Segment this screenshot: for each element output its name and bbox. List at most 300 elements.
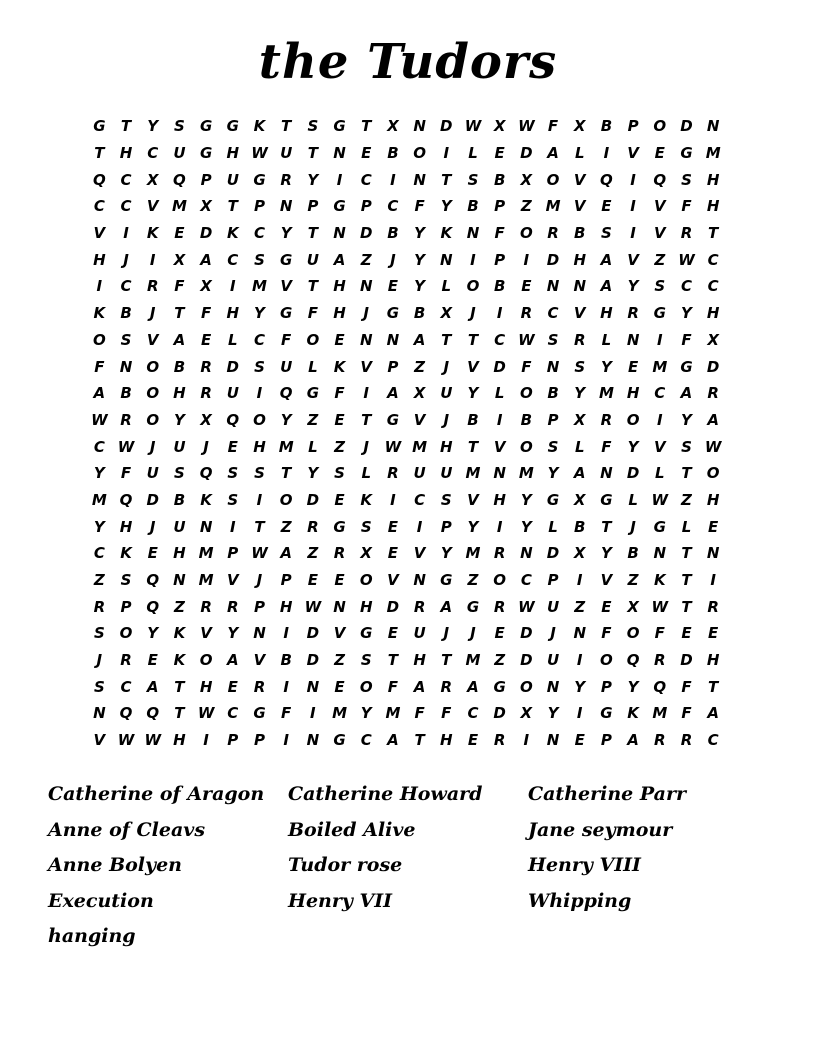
- grid-letter[interactable]: L: [494, 384, 505, 403]
- grid-letter[interactable]: U: [413, 624, 426, 643]
- grid-letter[interactable]: D: [359, 224, 373, 243]
- grid-letter[interactable]: Y: [414, 277, 426, 296]
- grid-letter[interactable]: A: [387, 731, 399, 750]
- grid-letter[interactable]: X: [413, 384, 426, 403]
- grid-letter[interactable]: P: [120, 597, 132, 616]
- grid-letter[interactable]: F: [521, 357, 532, 376]
- grid-letter[interactable]: T: [254, 517, 265, 536]
- grid-letter[interactable]: M: [705, 144, 721, 163]
- grid-letter[interactable]: R: [654, 651, 666, 670]
- grid-letter[interactable]: U: [546, 597, 560, 616]
- grid-letter[interactable]: H: [706, 170, 720, 189]
- grid-letter[interactable]: R: [200, 384, 212, 403]
- grid-letter[interactable]: U: [546, 651, 560, 670]
- grid-letter[interactable]: Q: [199, 464, 213, 483]
- grid-letter[interactable]: E: [147, 544, 158, 563]
- grid-letter[interactable]: N: [546, 277, 560, 296]
- grid-letter[interactable]: O: [413, 144, 426, 163]
- grid-letter[interactable]: G: [546, 490, 560, 509]
- grid-letter[interactable]: B: [493, 170, 506, 189]
- grid-letter[interactable]: G: [386, 410, 400, 429]
- grid-letter[interactable]: X: [200, 197, 212, 216]
- grid-letter[interactable]: R: [680, 731, 693, 750]
- grid-letter[interactable]: D: [493, 704, 506, 723]
- grid-letter[interactable]: F: [281, 704, 292, 723]
- grid-letter[interactable]: Q: [626, 651, 640, 670]
- grid-letter[interactable]: M: [465, 544, 481, 563]
- grid-letter[interactable]: X: [573, 490, 586, 509]
- grid-letter[interactable]: K: [173, 651, 186, 670]
- grid-letter[interactable]: F: [681, 330, 692, 349]
- grid-letter[interactable]: V: [200, 624, 212, 643]
- grid-letter[interactable]: M: [198, 544, 214, 563]
- grid-letter[interactable]: P: [600, 677, 612, 696]
- grid-letter[interactable]: P: [547, 571, 559, 590]
- grid-letter[interactable]: Q: [279, 384, 293, 403]
- grid-letter[interactable]: Z: [280, 517, 292, 536]
- grid-letter[interactable]: N: [573, 624, 586, 643]
- grid-letter[interactable]: F: [601, 437, 612, 456]
- grid-letter[interactable]: U: [173, 437, 186, 456]
- grid-letter[interactable]: A: [226, 651, 239, 670]
- grid-letter[interactable]: S: [601, 224, 612, 243]
- grid-letter[interactable]: F: [654, 624, 665, 643]
- grid-letter[interactable]: O: [626, 624, 640, 643]
- grid-letter[interactable]: H: [359, 597, 373, 616]
- grid-letter[interactable]: K: [653, 571, 666, 590]
- grid-letter[interactable]: Y: [627, 677, 639, 696]
- grid-letter[interactable]: B: [467, 410, 479, 429]
- grid-letter[interactable]: N: [440, 250, 453, 269]
- grid-letter[interactable]: T: [441, 330, 452, 349]
- grid-letter[interactable]: M: [278, 437, 294, 456]
- grid-letter[interactable]: E: [174, 224, 185, 243]
- grid-letter[interactable]: U: [173, 144, 186, 163]
- grid-letter[interactable]: O: [279, 490, 293, 509]
- grid-letter[interactable]: W: [251, 544, 268, 563]
- grid-letter[interactable]: B: [413, 304, 426, 323]
- grid-letter[interactable]: E: [654, 144, 665, 163]
- grid-letter[interactable]: S: [227, 464, 239, 483]
- grid-letter[interactable]: T: [307, 277, 318, 296]
- grid-letter[interactable]: C: [547, 304, 559, 323]
- grid-letter[interactable]: X: [573, 544, 586, 563]
- grid-letter[interactable]: C: [120, 677, 132, 696]
- grid-letter[interactable]: I: [310, 704, 316, 723]
- grid-letter[interactable]: E: [387, 544, 399, 563]
- grid-letter[interactable]: M: [598, 384, 614, 403]
- grid-letter[interactable]: M: [412, 437, 428, 456]
- grid-letter[interactable]: T: [681, 571, 692, 590]
- grid-letter[interactable]: Q: [146, 704, 160, 723]
- grid-letter[interactable]: N: [706, 117, 720, 136]
- grid-letter[interactable]: O: [519, 384, 533, 403]
- grid-letter[interactable]: R: [600, 410, 613, 429]
- grid-letter[interactable]: E: [494, 624, 505, 643]
- grid-letter[interactable]: K: [120, 544, 132, 563]
- grid-letter[interactable]: B: [387, 144, 399, 163]
- grid-letter[interactable]: Y: [147, 624, 159, 643]
- grid-letter[interactable]: L: [574, 437, 585, 456]
- grid-letter[interactable]: G: [226, 117, 239, 136]
- grid-letter[interactable]: I: [363, 384, 370, 403]
- grid-letter[interactable]: T: [387, 651, 399, 670]
- grid-letter[interactable]: C: [467, 704, 479, 723]
- grid-letter[interactable]: J: [363, 304, 370, 323]
- grid-letter[interactable]: W: [144, 731, 161, 750]
- grid-letter[interactable]: D: [440, 117, 453, 136]
- grid-letter[interactable]: H: [706, 651, 720, 670]
- grid-letter[interactable]: N: [573, 277, 586, 296]
- grid-letter[interactable]: G: [653, 304, 666, 323]
- grid-letter[interactable]: Y: [520, 517, 532, 536]
- grid-letter[interactable]: W: [518, 117, 535, 136]
- grid-letter[interactable]: S: [254, 250, 265, 269]
- grid-letter[interactable]: M: [332, 704, 347, 723]
- grid-letter[interactable]: P: [360, 197, 372, 216]
- grid-letter[interactable]: G: [386, 304, 400, 323]
- grid-letter[interactable]: G: [600, 704, 613, 723]
- grid-letter[interactable]: F: [494, 224, 505, 243]
- grid-letter[interactable]: G: [360, 624, 373, 643]
- grid-letter[interactable]: D: [520, 651, 533, 670]
- grid-letter[interactable]: Y: [681, 410, 692, 429]
- grid-letter[interactable]: N: [93, 704, 106, 723]
- grid-letter[interactable]: I: [283, 677, 289, 696]
- grid-letter[interactable]: W: [251, 144, 268, 163]
- grid-letter[interactable]: A: [173, 330, 186, 349]
- grid-letter[interactable]: A: [387, 384, 399, 403]
- grid-letter[interactable]: B: [547, 384, 559, 403]
- grid-letter[interactable]: F: [414, 197, 425, 216]
- grid-letter[interactable]: K: [253, 117, 266, 136]
- grid-letter[interactable]: R: [200, 597, 212, 616]
- grid-letter[interactable]: B: [574, 224, 586, 243]
- grid-letter[interactable]: C: [147, 144, 159, 163]
- grid-letter[interactable]: Y: [440, 544, 452, 563]
- grid-letter[interactable]: N: [600, 464, 613, 483]
- grid-letter[interactable]: I: [630, 224, 636, 243]
- grid-letter[interactable]: T: [307, 224, 318, 243]
- grid-letter[interactable]: A: [547, 144, 559, 163]
- grid-letter[interactable]: X: [520, 704, 533, 723]
- grid-letter[interactable]: H: [93, 250, 106, 269]
- grid-letter[interactable]: S: [334, 464, 345, 483]
- grid-letter[interactable]: J: [256, 571, 263, 590]
- grid-letter[interactable]: J: [149, 437, 156, 456]
- grid-letter[interactable]: C: [253, 224, 265, 243]
- grid-letter[interactable]: X: [707, 330, 719, 349]
- grid-letter[interactable]: E: [227, 437, 238, 456]
- grid-letter[interactable]: Y: [681, 304, 692, 323]
- grid-letter[interactable]: S: [93, 677, 105, 696]
- grid-letter[interactable]: D: [386, 597, 400, 616]
- grid-letter[interactable]: I: [443, 144, 450, 163]
- grid-letter[interactable]: I: [496, 410, 503, 429]
- grid-letter[interactable]: I: [390, 490, 396, 509]
- grid-letter[interactable]: N: [359, 277, 373, 296]
- grid-letter[interactable]: O: [253, 410, 266, 429]
- grid-letter[interactable]: X: [493, 117, 506, 136]
- grid-letter[interactable]: H: [413, 651, 426, 670]
- grid-letter[interactable]: D: [680, 651, 693, 670]
- grid-letter[interactable]: V: [467, 490, 479, 509]
- grid-letter[interactable]: Z: [494, 651, 506, 670]
- grid-letter[interactable]: J: [390, 250, 396, 269]
- grid-letter[interactable]: V: [413, 410, 426, 429]
- grid-letter[interactable]: G: [466, 597, 480, 616]
- grid-letter[interactable]: F: [334, 384, 345, 403]
- grid-letter[interactable]: V: [280, 277, 292, 296]
- grid-letter[interactable]: G: [333, 517, 346, 536]
- grid-letter[interactable]: I: [576, 651, 583, 670]
- grid-letter[interactable]: A: [600, 250, 613, 269]
- grid-letter[interactable]: R: [120, 410, 132, 429]
- grid-letter[interactable]: S: [654, 277, 666, 296]
- grid-letter[interactable]: V: [573, 170, 586, 189]
- grid-letter[interactable]: O: [600, 651, 613, 670]
- grid-letter[interactable]: E: [601, 597, 612, 616]
- grid-letter[interactable]: R: [146, 277, 159, 296]
- grid-letter[interactable]: P: [494, 197, 506, 216]
- grid-letter[interactable]: G: [199, 117, 213, 136]
- grid-letter[interactable]: C: [120, 170, 132, 189]
- grid-letter[interactable]: F: [281, 330, 292, 349]
- grid-letter[interactable]: N: [279, 197, 293, 216]
- grid-letter[interactable]: I: [229, 277, 236, 296]
- grid-letter[interactable]: B: [173, 357, 186, 376]
- grid-letter[interactable]: Q: [653, 170, 667, 189]
- grid-letter[interactable]: L: [681, 517, 692, 536]
- grid-letter[interactable]: P: [227, 544, 239, 563]
- grid-letter[interactable]: X: [440, 304, 453, 323]
- grid-letter[interactable]: Z: [520, 197, 532, 216]
- grid-letter[interactable]: S: [254, 357, 265, 376]
- grid-letter[interactable]: I: [576, 571, 583, 590]
- grid-letter[interactable]: B: [574, 517, 586, 536]
- grid-letter[interactable]: E: [387, 277, 399, 296]
- grid-letter[interactable]: H: [706, 304, 720, 323]
- grid-letter[interactable]: S: [227, 490, 239, 509]
- grid-letter[interactable]: O: [706, 464, 720, 483]
- grid-letter[interactable]: G: [680, 144, 693, 163]
- grid-letter[interactable]: G: [333, 117, 346, 136]
- grid-letter[interactable]: W: [678, 250, 695, 269]
- grid-letter[interactable]: H: [706, 197, 720, 216]
- grid-letter[interactable]: H: [600, 304, 613, 323]
- grid-letter[interactable]: V: [627, 250, 639, 269]
- grid-letter[interactable]: X: [573, 117, 586, 136]
- grid-letter[interactable]: D: [546, 250, 560, 269]
- grid-letter[interactable]: X: [573, 410, 586, 429]
- grid-letter[interactable]: F: [681, 677, 692, 696]
- grid-letter[interactable]: X: [146, 170, 159, 189]
- grid-letter[interactable]: O: [546, 170, 560, 189]
- grid-letter[interactable]: N: [653, 544, 667, 563]
- grid-letter[interactable]: I: [256, 384, 263, 403]
- grid-letter[interactable]: A: [573, 464, 586, 483]
- grid-letter[interactable]: T: [441, 170, 452, 189]
- grid-letter[interactable]: E: [467, 731, 479, 750]
- grid-letter[interactable]: G: [280, 304, 293, 323]
- grid-letter[interactable]: M: [545, 197, 561, 216]
- grid-letter[interactable]: S: [174, 464, 185, 483]
- grid-letter[interactable]: C: [360, 170, 372, 189]
- grid-letter[interactable]: T: [174, 704, 185, 723]
- grid-letter[interactable]: Y: [547, 704, 559, 723]
- grid-letter[interactable]: M: [652, 704, 668, 723]
- grid-letter[interactable]: B: [493, 277, 506, 296]
- grid-letter[interactable]: J: [443, 357, 450, 376]
- grid-letter[interactable]: V: [146, 330, 159, 349]
- grid-letter[interactable]: D: [520, 624, 533, 643]
- grid-letter[interactable]: R: [707, 597, 719, 616]
- grid-letter[interactable]: P: [387, 357, 399, 376]
- grid-letter[interactable]: W: [518, 330, 535, 349]
- grid-letter[interactable]: C: [654, 384, 666, 403]
- grid-letter[interactable]: W: [651, 490, 669, 509]
- grid-letter[interactable]: C: [494, 330, 506, 349]
- grid-letter[interactable]: Y: [574, 384, 586, 403]
- grid-letter[interactable]: I: [229, 517, 236, 536]
- grid-letter[interactable]: H: [440, 437, 453, 456]
- grid-letter[interactable]: N: [386, 330, 400, 349]
- grid-letter[interactable]: R: [547, 224, 559, 243]
- grid-letter[interactable]: L: [574, 144, 585, 163]
- grid-letter[interactable]: G: [333, 731, 346, 750]
- grid-letter[interactable]: G: [493, 677, 506, 696]
- grid-letter[interactable]: Y: [600, 357, 612, 376]
- grid-letter[interactable]: N: [173, 571, 186, 590]
- grid-letter[interactable]: O: [92, 330, 106, 349]
- grid-letter[interactable]: K: [200, 490, 212, 509]
- grid-letter[interactable]: F: [441, 704, 452, 723]
- grid-letter[interactable]: U: [173, 517, 186, 536]
- grid-letter[interactable]: O: [306, 330, 320, 349]
- grid-letter[interactable]: C: [680, 277, 692, 296]
- grid-letter[interactable]: Y: [440, 197, 452, 216]
- grid-letter[interactable]: N: [546, 731, 560, 750]
- grid-letter[interactable]: B: [173, 490, 186, 509]
- grid-letter[interactable]: S: [681, 170, 692, 189]
- grid-letter[interactable]: E: [521, 277, 532, 296]
- grid-letter[interactable]: N: [520, 544, 533, 563]
- grid-letter[interactable]: N: [306, 677, 320, 696]
- grid-letter[interactable]: H: [173, 544, 186, 563]
- grid-letter[interactable]: K: [360, 490, 373, 509]
- grid-letter[interactable]: T: [467, 330, 479, 349]
- grid-letter[interactable]: A: [333, 250, 346, 269]
- grid-letter[interactable]: Y: [280, 224, 292, 243]
- grid-letter[interactable]: N: [253, 624, 266, 643]
- grid-letter[interactable]: E: [307, 571, 318, 590]
- grid-letter[interactable]: J: [550, 624, 556, 643]
- grid-letter[interactable]: D: [626, 464, 640, 483]
- grid-letter[interactable]: Z: [654, 250, 666, 269]
- grid-letter[interactable]: J: [443, 624, 450, 643]
- grid-letter[interactable]: E: [574, 731, 585, 750]
- grid-letter[interactable]: Y: [467, 517, 479, 536]
- grid-letter[interactable]: S: [547, 330, 559, 349]
- grid-letter[interactable]: I: [523, 731, 530, 750]
- grid-letter[interactable]: Q: [146, 597, 160, 616]
- grid-letter[interactable]: I: [630, 170, 636, 189]
- grid-letter[interactable]: H: [333, 277, 346, 296]
- grid-letter[interactable]: P: [547, 410, 559, 429]
- grid-letter[interactable]: B: [120, 384, 132, 403]
- grid-letter[interactable]: J: [203, 437, 209, 456]
- grid-letter[interactable]: I: [96, 277, 103, 296]
- grid-letter[interactable]: T: [281, 117, 292, 136]
- grid-letter[interactable]: J: [470, 624, 476, 643]
- grid-letter[interactable]: R: [307, 517, 319, 536]
- grid-letter[interactable]: E: [708, 624, 719, 643]
- grid-letter[interactable]: Z: [307, 544, 319, 563]
- grid-letter[interactable]: E: [334, 677, 345, 696]
- grid-letter[interactable]: M: [518, 464, 534, 483]
- grid-letter[interactable]: M: [198, 571, 214, 590]
- grid-letter[interactable]: N: [413, 571, 426, 590]
- grid-letter[interactable]: Z: [681, 490, 692, 509]
- grid-letter[interactable]: G: [653, 517, 666, 536]
- grid-letter[interactable]: R: [120, 651, 132, 670]
- grid-letter[interactable]: S: [467, 170, 479, 189]
- grid-letter[interactable]: U: [440, 464, 453, 483]
- grid-letter[interactable]: O: [519, 677, 533, 696]
- grid-letter[interactable]: D: [306, 624, 320, 643]
- grid-letter[interactable]: O: [199, 651, 213, 670]
- grid-letter[interactable]: A: [627, 731, 639, 750]
- grid-letter[interactable]: K: [333, 357, 346, 376]
- grid-letter[interactable]: G: [306, 384, 319, 403]
- grid-letter[interactable]: C: [387, 197, 399, 216]
- grid-letter[interactable]: H: [493, 490, 506, 509]
- grid-letter[interactable]: A: [707, 704, 719, 723]
- grid-letter[interactable]: F: [200, 304, 212, 323]
- grid-letter[interactable]: S: [120, 571, 132, 590]
- grid-letter[interactable]: J: [443, 410, 450, 429]
- grid-letter[interactable]: H: [333, 304, 346, 323]
- grid-letter[interactable]: O: [466, 277, 480, 296]
- grid-letter[interactable]: H: [226, 144, 240, 163]
- grid-letter[interactable]: Q: [226, 410, 240, 429]
- grid-letter[interactable]: B: [467, 197, 479, 216]
- grid-letter[interactable]: V: [467, 357, 479, 376]
- grid-letter[interactable]: A: [93, 384, 106, 403]
- grid-letter[interactable]: C: [93, 197, 105, 216]
- grid-letter[interactable]: G: [199, 144, 213, 163]
- grid-letter[interactable]: J: [149, 517, 156, 536]
- grid-letter[interactable]: V: [93, 731, 106, 750]
- grid-letter[interactable]: T: [227, 197, 238, 216]
- grid-letter[interactable]: X: [200, 277, 212, 296]
- grid-letter[interactable]: D: [520, 144, 533, 163]
- grid-letter[interactable]: R: [654, 731, 666, 750]
- grid-letter[interactable]: T: [281, 464, 292, 483]
- grid-letter[interactable]: Z: [307, 410, 319, 429]
- grid-letter[interactable]: T: [681, 544, 692, 563]
- grid-letter[interactable]: I: [283, 624, 289, 643]
- grid-letter[interactable]: F: [307, 304, 318, 323]
- grid-letter[interactable]: R: [707, 384, 719, 403]
- grid-letter[interactable]: T: [307, 144, 318, 163]
- grid-letter[interactable]: R: [333, 544, 346, 563]
- grid-letter[interactable]: W: [384, 437, 402, 456]
- grid-letter[interactable]: P: [494, 250, 506, 269]
- grid-letter[interactable]: K: [146, 224, 159, 243]
- grid-letter[interactable]: K: [226, 224, 239, 243]
- grid-letter[interactable]: N: [546, 677, 560, 696]
